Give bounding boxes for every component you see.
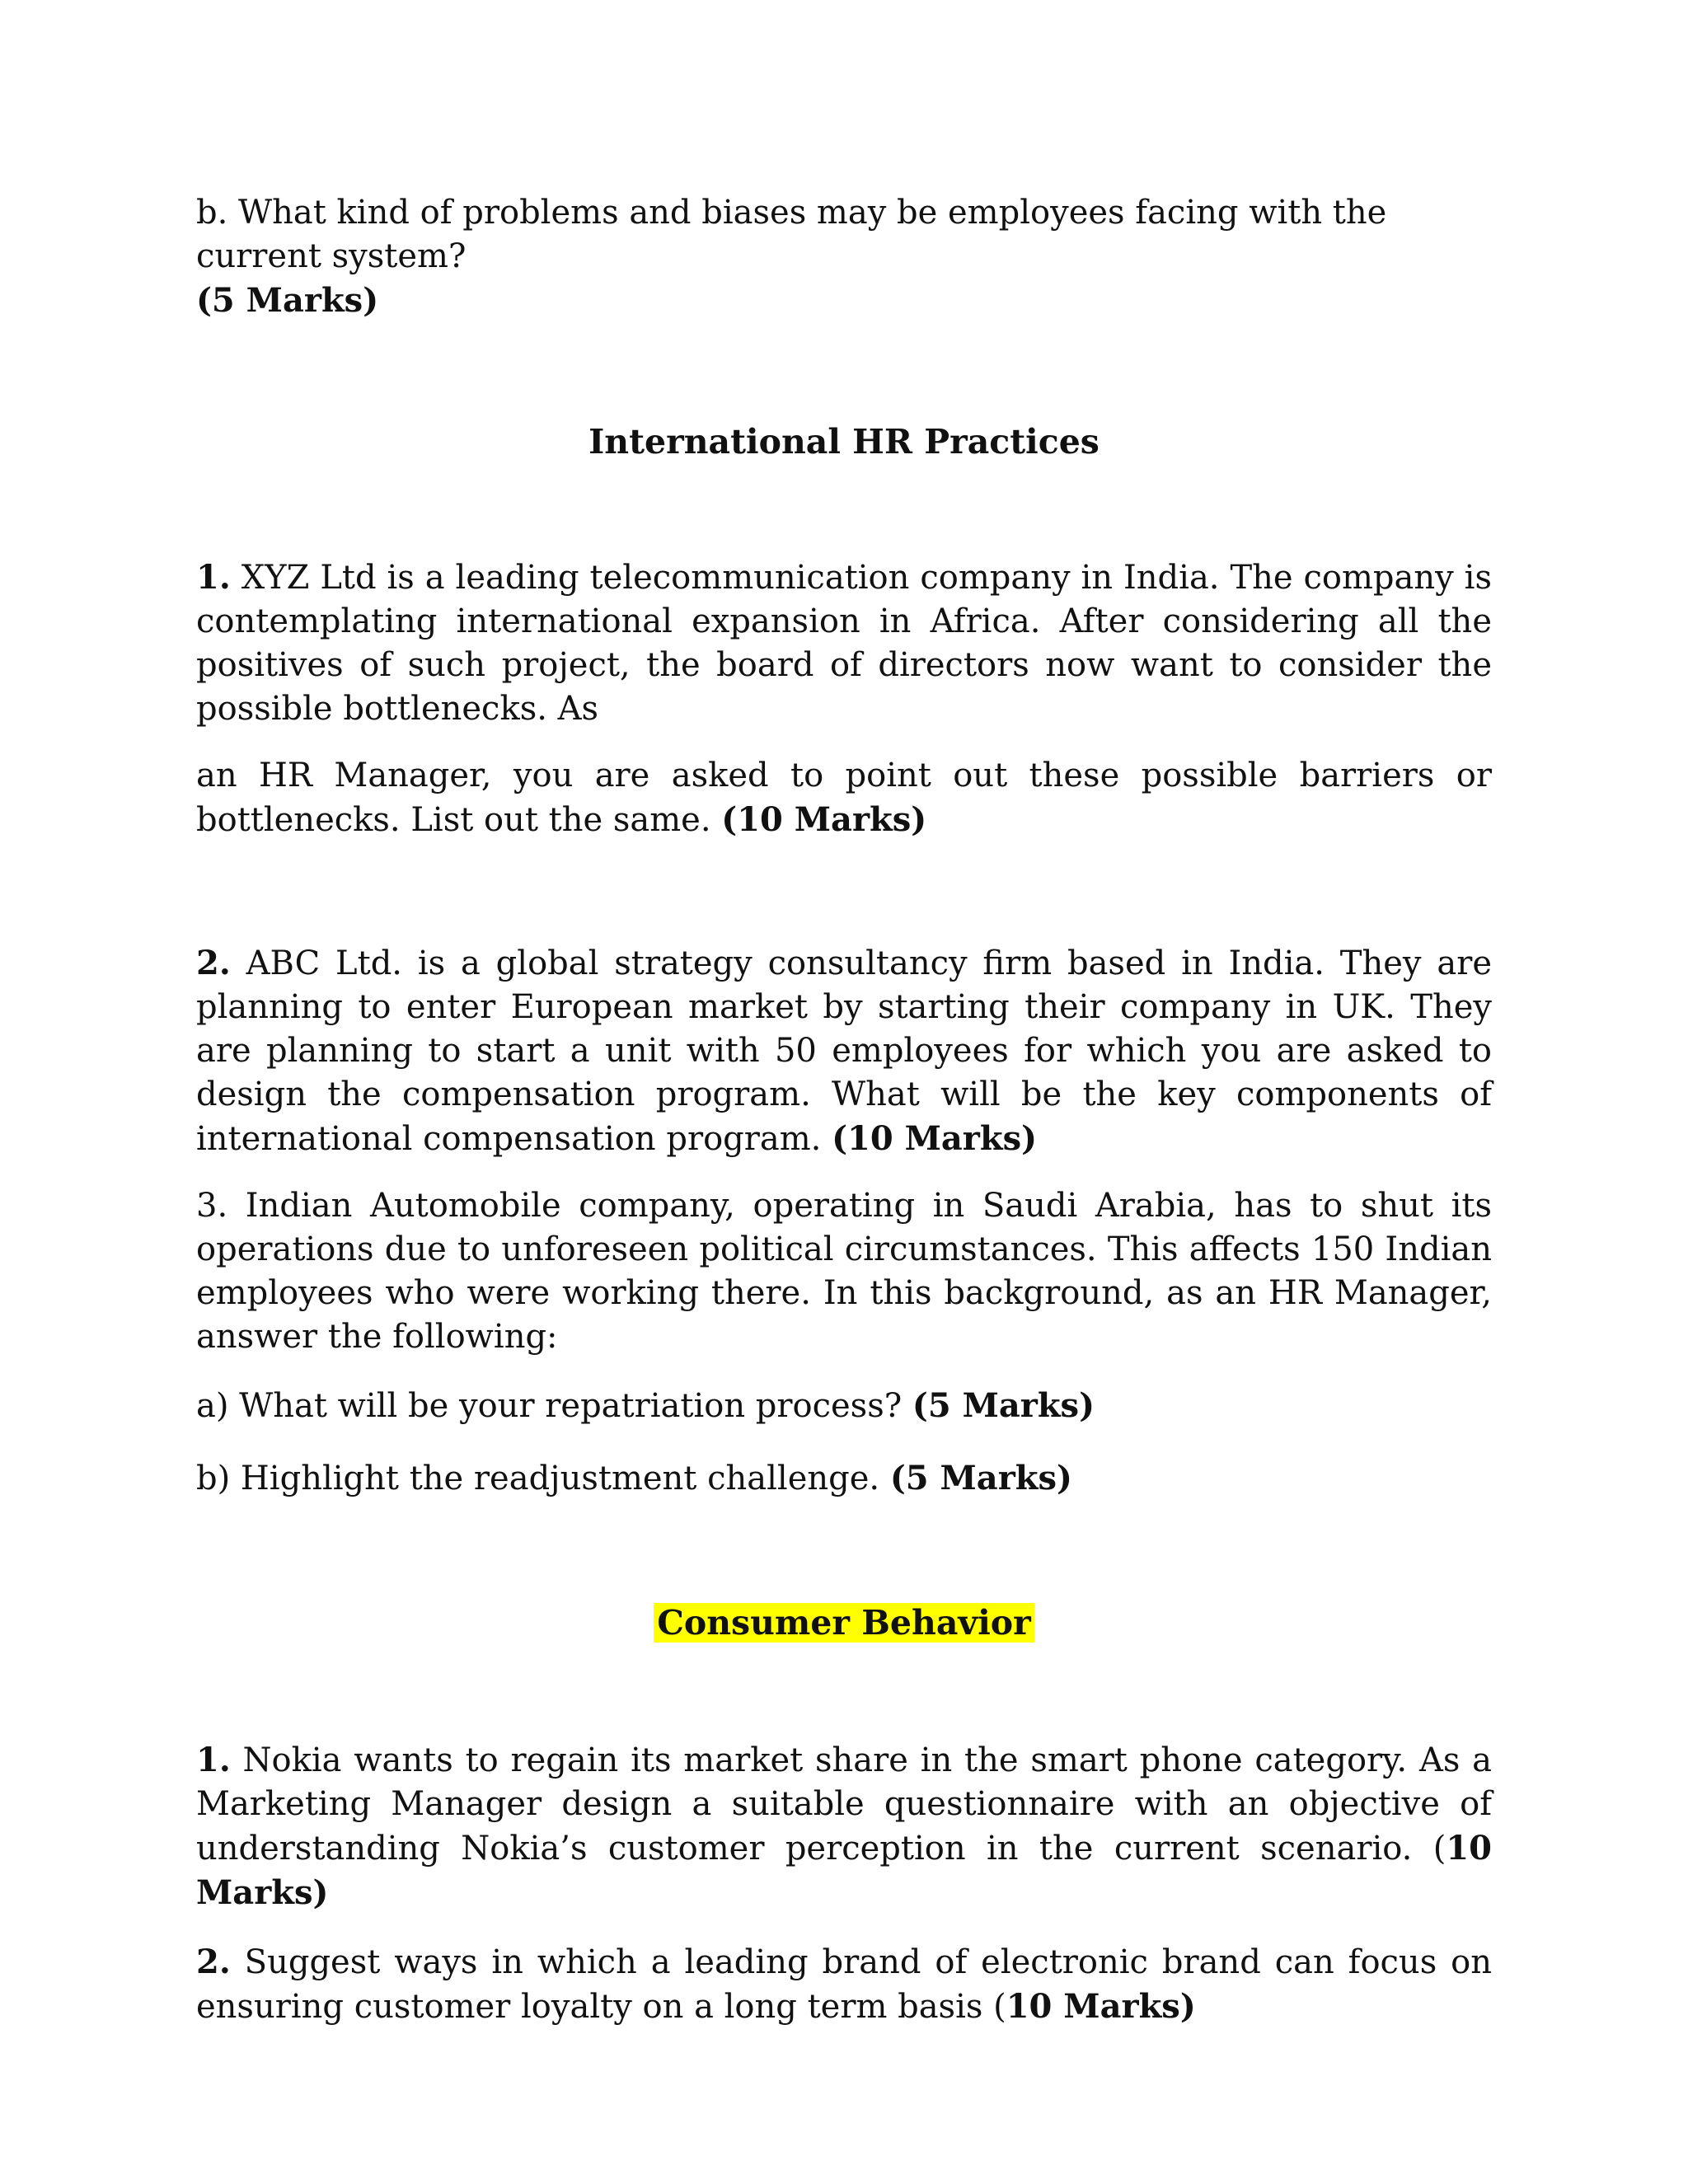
- question-number: 2.: [196, 1943, 231, 1981]
- question-text: a) What will be your repatriation process?: [196, 1387, 912, 1425]
- cb-question-1: [196, 1738, 1492, 1915]
- question-number: 2.: [196, 944, 231, 982]
- document-page: [196, 191, 1492, 2029]
- marks-label: (5 Marks): [889, 1459, 1072, 1497]
- ihr-question-3: 3. Indian Automobile company, operating in Saudi Arabia, has to shut its operations due to unforeseen political circumstances. This affects 150 Indian employees who were working there. In this background, as an HR Manager, answer the following:: [196, 1187, 1492, 1356]
- marks-label: 10 Marks): [196, 1829, 1492, 1912]
- question-text: Suggest ways in which a leading brand of electronic brand can focus on ensuring customer loyalty on a long term basis (: [196, 1943, 1492, 2026]
- marks-label: (5 Marks): [196, 281, 379, 320]
- question-b-intro: [196, 191, 1492, 323]
- ihr-question-2: [196, 941, 1492, 1161]
- ihr-question-1-continued: [196, 754, 1492, 842]
- section-heading-international-hr: International HR Practices: [588, 422, 1100, 462]
- marks-label: (10 Marks): [721, 800, 927, 839]
- question-number: 1.: [196, 1741, 231, 1779]
- ihr-question-3b: [196, 1456, 1492, 1501]
- question-text: XYZ Ltd is a leading telecommunication company in India. The company is contemplating international expansion in Africa. After considering all the positives of such project, the board of directors now want to consider the possible bottlenecks. As: [196, 559, 1492, 728]
- ihr-question-1: [196, 555, 1492, 731]
- question-number: 1.: [196, 558, 231, 597]
- marks-label: (5 Marks): [912, 1386, 1095, 1425]
- question-text: b. What kind of problems and biases may be employees facing with the current system?: [196, 194, 1387, 275]
- question-text: Nokia wants to regain its market share in the smart phone category. As a Marketing Manager design a suitable questionnaire with an objective of understanding Nokia’s customer perception in the current scenario. (: [196, 1741, 1492, 1868]
- question-text: an HR Manager, you are asked to point out these possible barriers or bottlenecks. List out the same.: [196, 757, 1492, 839]
- marks-label: (10 Marks): [832, 1119, 1038, 1158]
- question-text: b) Highlight the readjustment challenge.: [196, 1460, 890, 1497]
- cb-question-2: [196, 1940, 1492, 2029]
- marks-label: 10 Marks): [1006, 1987, 1196, 2026]
- section-heading-consumer-behavior: [196, 1600, 1492, 1646]
- ihr-question-3a: [196, 1384, 1492, 1428]
- highlighted-heading: Consumer Behavior: [654, 1603, 1034, 1643]
- question-text: ABC Ltd. is a global strategy consultancy firm based in India. They are planning to enter European market by starting their company in UK. They are planning to start a unit with 50 employees for which you are asked to design the compensation program. What will be the key components of international compensation program.: [196, 944, 1492, 1158]
